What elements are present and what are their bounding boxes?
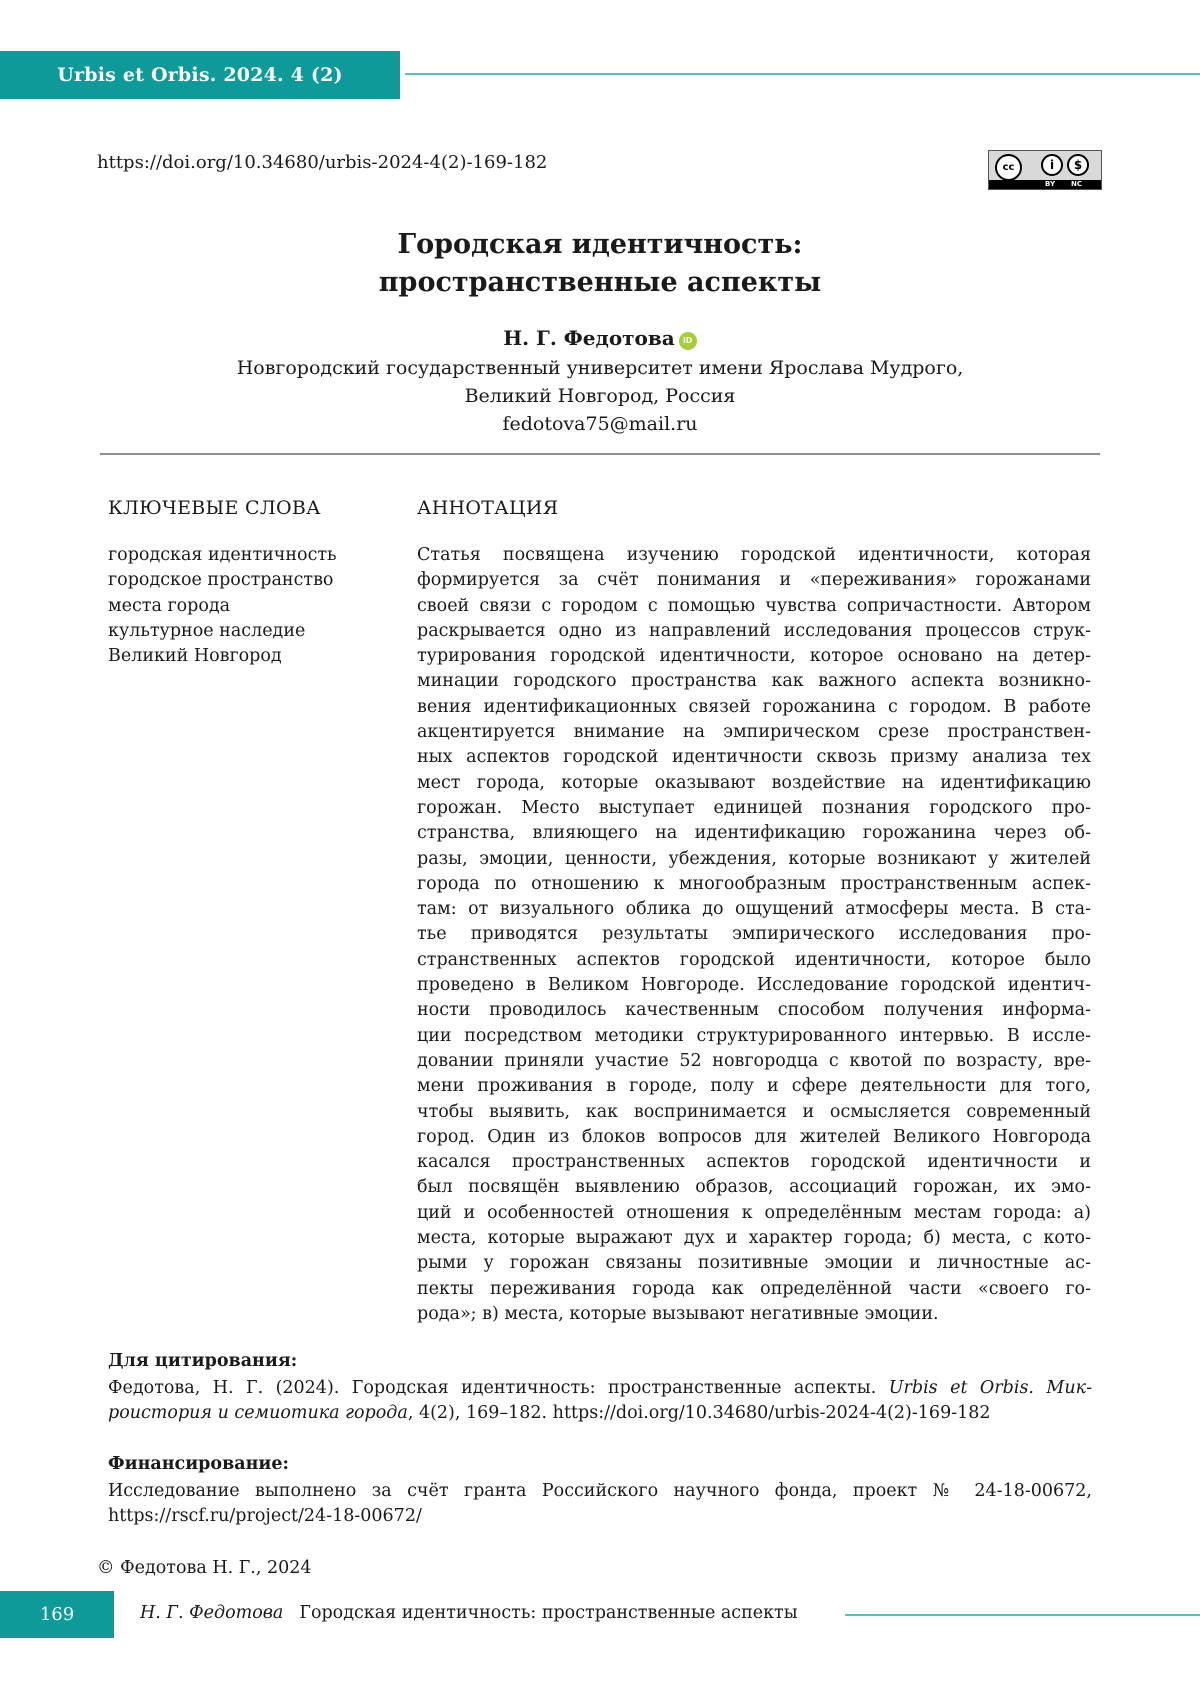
journal-name: Urbis et Orbis. 2024. 4 (2) xyxy=(57,64,343,86)
abstract-line: пекты переживания города как определённой части «своего го- xyxy=(417,1278,1091,1299)
footer-title: Городская идентичность: пространственные аспекты xyxy=(299,1603,798,1623)
attribution-icon: i xyxy=(1041,154,1063,176)
footer-author: Н. Г. Федотова xyxy=(140,1603,284,1623)
page-number-band xyxy=(0,1591,114,1638)
affiliation-line-2: Великий Новгород, Россия xyxy=(464,385,736,407)
keyword-item: городская идентичность xyxy=(108,545,337,565)
abstract-line: ности проводилось качественным способом получения информа- xyxy=(417,1000,1091,1021)
author-email[interactable]: fedotova75@mail.ru xyxy=(502,413,698,435)
abstract-line: вения идентификационных связей горожанина с городом. В работе xyxy=(417,696,1091,717)
funding-text: Исследование выполнено за счёт гранта Российского научного фонда, проект № 24-18-00672, xyxy=(108,1481,1092,1501)
abstract-line: раскрывается одно из направлений исследования процессов струк- xyxy=(417,620,1091,641)
abstract-line: места, которые выражают дух и характер города; б) места, с кото- xyxy=(417,1228,1091,1249)
abstract-line: там: от визуального облика до ощущений атмосферы места. В ста- xyxy=(417,899,1091,920)
abstract-line: ций и особенностей отношения к определённым местам города: а) xyxy=(417,1202,1091,1223)
license-strip xyxy=(989,180,1101,189)
abstract-line: ции посредством методики структурированного интервью. В иссле- xyxy=(417,1025,1091,1046)
by-label: BY xyxy=(1045,180,1056,188)
author-line xyxy=(0,326,1200,350)
abstract-line: турирования городской идентичности, которое основано на детер- xyxy=(417,646,1091,667)
copyright-notice: © Федотова Н. Г., 2024 xyxy=(97,1558,312,1578)
abstract-line: мест города, которые оказывают воздействие на идентификацию xyxy=(417,772,1091,793)
citation-doi[interactable]: , 4(2), 169–182. https://doi.org/10.34680/urbis-2024-4(2)-169-182 xyxy=(407,1403,991,1424)
journal-header-band xyxy=(0,51,400,99)
funding-body xyxy=(108,1479,1092,1530)
keyword-item: культурное наследие xyxy=(108,620,306,641)
abstract-line: странства, влияющего на идентификацию горожанина через об- xyxy=(417,823,1091,844)
abstract-line: горожан. Место выступает единицей познания городского про- xyxy=(417,797,1091,818)
abstract-line: тье приводятся результаты эмпирического исследования про- xyxy=(417,924,1091,945)
keyword-item: Великий Новгород xyxy=(108,646,282,667)
keywords-heading: КЛЮЧЕВЫЕ СЛОВА xyxy=(108,497,321,519)
abstract-line: касался пространственных аспектов городской идентичности и xyxy=(417,1152,1091,1173)
orcid-icon[interactable]: iD xyxy=(679,332,697,350)
citation-line-1 xyxy=(108,1376,1092,1401)
citation-text: Федотова, Н. Г. (2024). Городская идентичность: пространственные аспекты. xyxy=(108,1378,889,1398)
running-footer xyxy=(140,1603,798,1623)
affiliation xyxy=(0,354,1200,438)
cc-by-nc-icon[interactable] xyxy=(988,150,1102,190)
abstract-line: минации городского пространства как важного аспекта возникно- xyxy=(417,671,1091,692)
non-commercial-icon: $ xyxy=(1067,154,1089,176)
keyword-item: городское пространство xyxy=(108,570,334,591)
abstract-line: разы, эмоции, ценности, убеждения, которые возникают у жителей xyxy=(417,848,1091,869)
abstract-heading: АННОТАЦИЯ xyxy=(417,497,559,519)
affiliation-line-1: Новгородский государственный университет имени Ярослава Мудрого, xyxy=(236,357,964,379)
title-line-1: Городская идентичность: xyxy=(397,229,803,260)
funding-link[interactable]: https://rscf.ru/project/24-18-00672/ xyxy=(108,1506,422,1527)
abstract-line: был посвящён выявлению образов, ассоциаций горожан, их эмо- xyxy=(417,1177,1091,1198)
abstract-line: странственных аспектов городской идентичности, которое было xyxy=(417,949,1091,970)
abstract-line: своей связи с городом с помощью чувства сопричастности. Автором xyxy=(417,595,1091,616)
abstract-line: акцентируется внимание на эмпирическом срезе пространствен- xyxy=(417,722,1091,743)
footer-rule xyxy=(845,1614,1200,1616)
abstract-line: Статья посвящена изучению городской идентичности, которая xyxy=(417,545,1091,565)
abstract-line: мени проживания в городе, полу и сфере деятельности для того, xyxy=(417,1076,1091,1097)
abstract-line: город. Один из блоков вопросов для жителей Великого Новгорода xyxy=(417,1126,1091,1147)
cc-label: cc xyxy=(1002,162,1015,173)
abstract-line: чтобы выявить, как воспринимается и осмысляется современный xyxy=(417,1101,1091,1122)
citation-body xyxy=(108,1376,1092,1427)
funding-heading: Финансирование: xyxy=(108,1454,289,1474)
abstract-line: формируется за счёт понимания и «переживания» горожанами xyxy=(417,570,1091,591)
citation-line-2 xyxy=(108,1401,1092,1426)
nc-label: NC xyxy=(1071,180,1082,188)
abstract-line: проведено в Великом Новгороде. Исследование городской идентич- xyxy=(417,975,1091,996)
section-divider xyxy=(100,453,1100,455)
citation-heading: Для цитирования: xyxy=(108,1351,298,1371)
keyword-item: места города xyxy=(108,595,231,616)
abstract-body xyxy=(417,543,1091,1327)
keywords-list xyxy=(108,543,337,669)
author-name: Н. Г. Федотова xyxy=(503,326,675,350)
cc-icon xyxy=(995,154,1022,181)
citation-journal: Urbis et Orbis. Мик- xyxy=(888,1378,1092,1398)
abstract-line: рыми у горожан связаны позитивные эмоции и личностные ас- xyxy=(417,1253,1091,1274)
article-title xyxy=(0,226,1200,302)
citation-journal-cont: роистория и семиотика города xyxy=(108,1403,408,1424)
abstract-line: ных аспектов городской идентичности сквозь призму анализа тех xyxy=(417,747,1091,768)
abstract-line: довании приняли участие 52 новгородца с квотой по возрасту, вре- xyxy=(417,1050,1091,1071)
abstract-line: рода»; в) места, которые вызывают негативные эмоции. xyxy=(417,1303,939,1324)
title-line-2: пространственные аспекты xyxy=(378,267,822,298)
doi-link[interactable]: https://doi.org/10.34680/urbis-2024-4(2)-169-182 xyxy=(97,152,548,173)
header-rule xyxy=(405,73,1200,75)
abstract-line: города по отношению к многообразным пространственным аспек- xyxy=(417,873,1091,894)
page-number: 169 xyxy=(39,1604,75,1625)
